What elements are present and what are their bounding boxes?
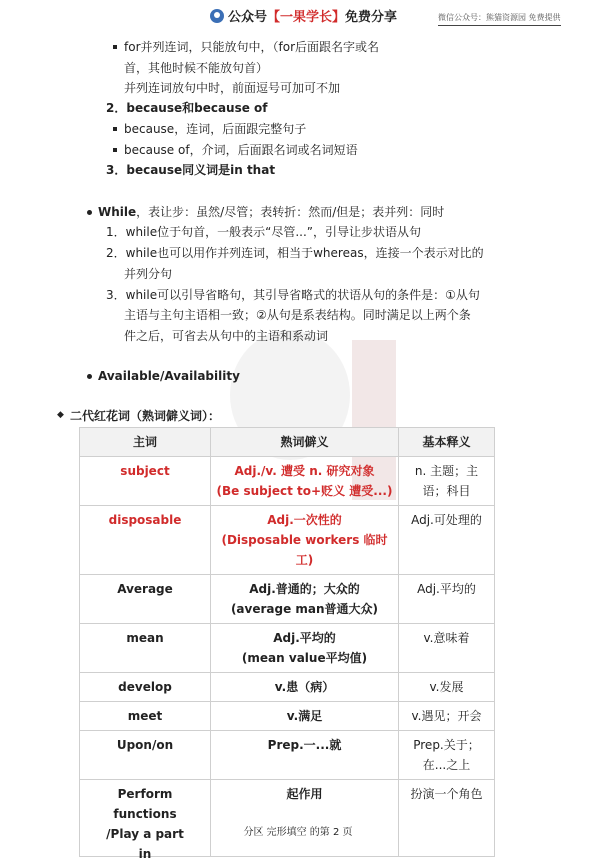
table-header-row (80, 428, 495, 457)
table-row (80, 673, 495, 702)
table-cell-basic: Adj.可处理的 (411, 513, 482, 527)
account-logo-icon (210, 9, 224, 23)
while-desc: ，表让步：虽然/尽管；表转折：然而/但是；表并列：同时 (136, 205, 445, 219)
body-line: 并列连词放句中时，前面逗号可加可不加 (124, 81, 341, 95)
table-header-cell: 主词 (132, 435, 157, 449)
table-row (80, 780, 495, 857)
page-header (0, 0, 596, 28)
table-cell-rare: Adj.普通的；大众的 (average man普通大众) (230, 582, 379, 616)
body-heading: Available/Availability (98, 369, 240, 383)
body-line: 并列分句 (124, 267, 173, 281)
body-heading: 2．because和because of (106, 101, 268, 115)
table-cell-rare: Prep.一...就 (267, 738, 342, 752)
table-header-cell: 基本释义 (422, 435, 471, 449)
table-cell-rare: 起作用 (286, 787, 323, 801)
body-heading: 3．because同义词是in that (106, 163, 276, 177)
table-cell-word: develop (118, 680, 172, 694)
square-bullet-icon (113, 127, 117, 131)
table-cell-rare: v.满足 (286, 709, 323, 723)
table-cell-rare: Adj.一次性的 (Disposable workers 临时工) (221, 513, 388, 567)
table-cell-rare: Adj.平均的 (mean value平均值) (241, 631, 368, 665)
table-cell-word: mean (126, 631, 164, 645)
diamond-bullet-icon: ◆ (57, 410, 64, 420)
body-line: 首，其他时候不能放句首） (124, 61, 269, 75)
table-cell-rare: Adj./v. 遭受 n. 研究对象 (Be subject to+贬义 遭受...) (216, 464, 393, 498)
table-cell-basic: n. 主题；主 语；科目 (414, 464, 479, 498)
page-footer: 分区 完形填空 的第 2 页 (243, 827, 353, 838)
table-row (80, 731, 495, 780)
table-cell-basic: v.发展 (429, 680, 464, 694)
table-cell-word: subject (120, 464, 170, 478)
body-line: because，连词，后面跟完整句子 (124, 122, 307, 136)
table-cell-word: disposable (108, 513, 182, 527)
table-row (80, 457, 495, 506)
table-row (80, 506, 495, 575)
square-bullet-icon (113, 45, 117, 49)
body-line: 1．while位于句首，一般表示“尽管...”，引导让步状语从句 (106, 225, 421, 239)
body-line-while: While，表让步：虽然/尽管；表转折：然而/但是；表并列：同时 (98, 205, 445, 219)
table-cell-rare: v.患（病） (274, 680, 335, 694)
body-line: because of，介词，后面跟名词或名词短语 (124, 143, 358, 157)
table-cell-basic: 扮演一个角色 (410, 787, 483, 801)
table-cell-basic: v.遇见；开会 (411, 709, 482, 723)
header-title: 公众号 【一果学长】 免费分享 (210, 6, 397, 25)
body-line: 件之后，可省去从句中的主语和系动词 (124, 329, 329, 343)
table-cell-word: Perform functions /Play a part in (106, 787, 184, 861)
body-line: 2．while也可以用作并列连词，相当于whereas，连接一个表示对比的 (106, 246, 484, 260)
table-row (80, 575, 495, 624)
table-header-cell: 熟词僻义 (280, 435, 329, 449)
table-cell-basic: Prep.关于； 在...之上 (413, 738, 480, 772)
vocab-table (79, 427, 495, 861)
body-line: for并列连词，只能放句中，（for后面跟名字或名 (124, 40, 380, 54)
table-cell-basic: Adj.平均的 (417, 582, 476, 596)
square-bullet-icon (113, 148, 117, 152)
table-cell-word: Average (117, 582, 173, 596)
table-row (80, 702, 495, 731)
header-right-note: 微信公众号：熊猫资源园 免费提供 (438, 12, 561, 26)
table-cell-word: Upon/on (116, 738, 174, 752)
section-title: 二代红花词（熟词僻义词）： (70, 409, 221, 423)
table-cell-basic: v.意味着 (423, 631, 470, 645)
body-line: 3．while可以引导省略句，其引导省略式的状语从句的条件是：①从句 (106, 288, 480, 302)
round-bullet-icon (87, 210, 92, 215)
table-cell-word: meet (127, 709, 163, 723)
table-row (80, 624, 495, 673)
body-line: 主语与主句主语相一致；②从句是系表结构。同时满足以上两个条 (124, 308, 471, 322)
round-bullet-icon (87, 374, 92, 379)
